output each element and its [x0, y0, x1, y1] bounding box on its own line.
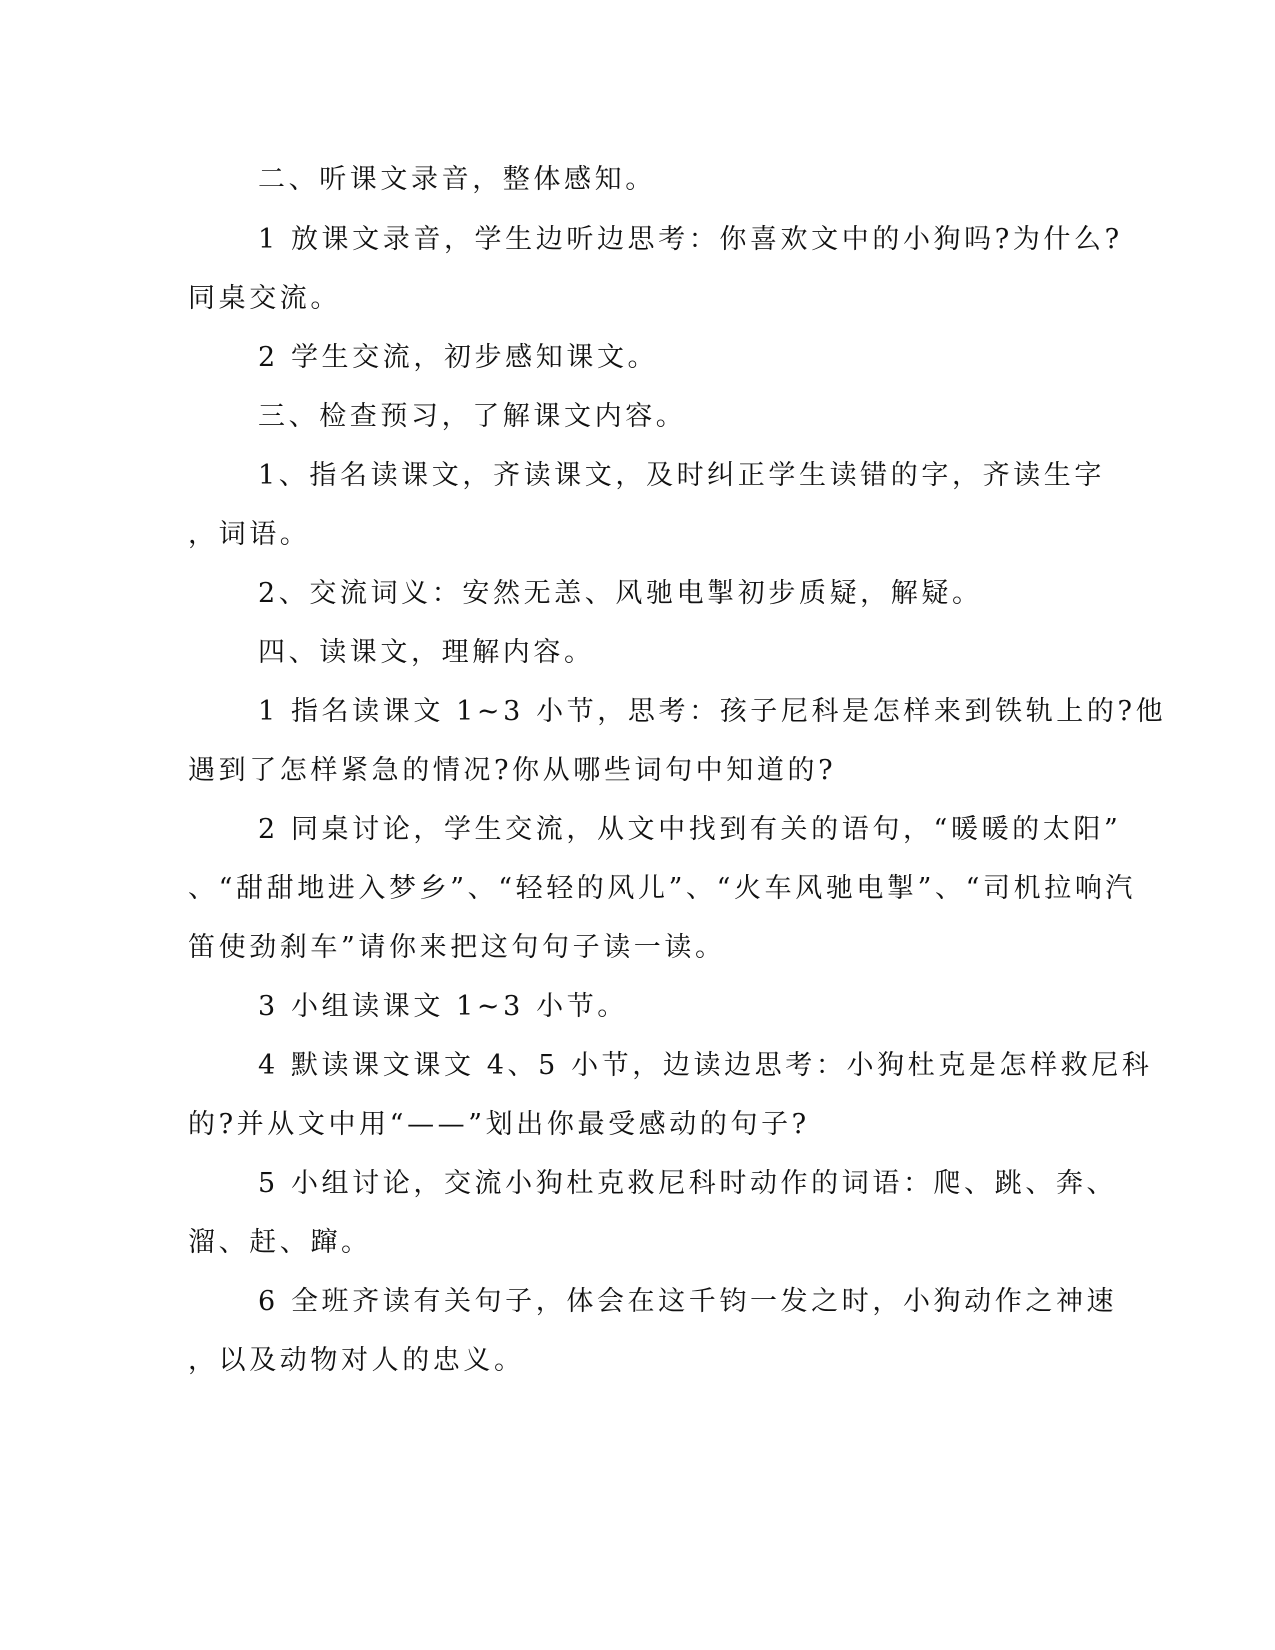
paragraph-line: 2 学生交流，初步感知课文。	[258, 342, 659, 373]
section-heading-2: 二、听课文录音，整体感知。	[258, 164, 656, 195]
section-heading-3: 三、检查预习，了解课文内容。	[258, 401, 687, 432]
paragraph-line: 4 默读课文课文 4、5 小节，边读边思考：小狗杜克是怎样救尼科	[258, 1050, 1153, 1081]
paragraph-line: ，词语。	[188, 519, 311, 550]
paragraph-line: ，以及动物对人的忠义。	[188, 1345, 525, 1376]
paragraph-line: 的?并从文中用“——”划出你最受感动的句子?	[188, 1109, 810, 1140]
paragraph-line: 、“甜甜地进入梦乡”、“轻轻的风儿”、“火车风驰电掣”、“司机拉响汽	[188, 873, 1137, 904]
paragraph-line: 遇到了怎样紧急的情况?你从哪些词句中知道的?	[188, 755, 837, 786]
paragraph-line: 6 全班齐读有关句子，体会在这千钧一发之时，小狗动作之神速	[258, 1286, 1118, 1317]
paragraph-line: 1、指名读课文，齐读课文，及时纠正学生读错的字，齐读生字	[258, 460, 1105, 491]
paragraph-line: 溜、赶、蹿。	[188, 1227, 372, 1258]
paragraph-line: 同桌交流。	[188, 283, 341, 314]
paragraph-line: 2 同桌讨论，学生交流，从文中找到有关的语句，“暖暖的太阳”	[258, 814, 1122, 845]
paragraph-line: 3 小组读课文 1~3 小节。	[258, 991, 628, 1022]
paragraph-line: 5 小组讨论，交流小狗杜克救尼科时动作的词语：爬、跳、奔、	[258, 1168, 1118, 1199]
paragraph-line: 笛使劲刹车”请你来把这句句子读一读。	[188, 932, 726, 963]
paragraph-line: 1 指名读课文 1~3 小节，思考：孩子尼科是怎样来到铁轨上的?他	[258, 696, 1167, 727]
paragraph-line: 2、交流词义：安然无恙、风驰电掣初步质疑，解疑。	[258, 578, 983, 609]
section-heading-4: 四、读课文，理解内容。	[258, 637, 595, 668]
paragraph-line: 1 放课文录音，学生边听边思考：你喜欢文中的小狗吗?为什么?	[258, 224, 1123, 255]
